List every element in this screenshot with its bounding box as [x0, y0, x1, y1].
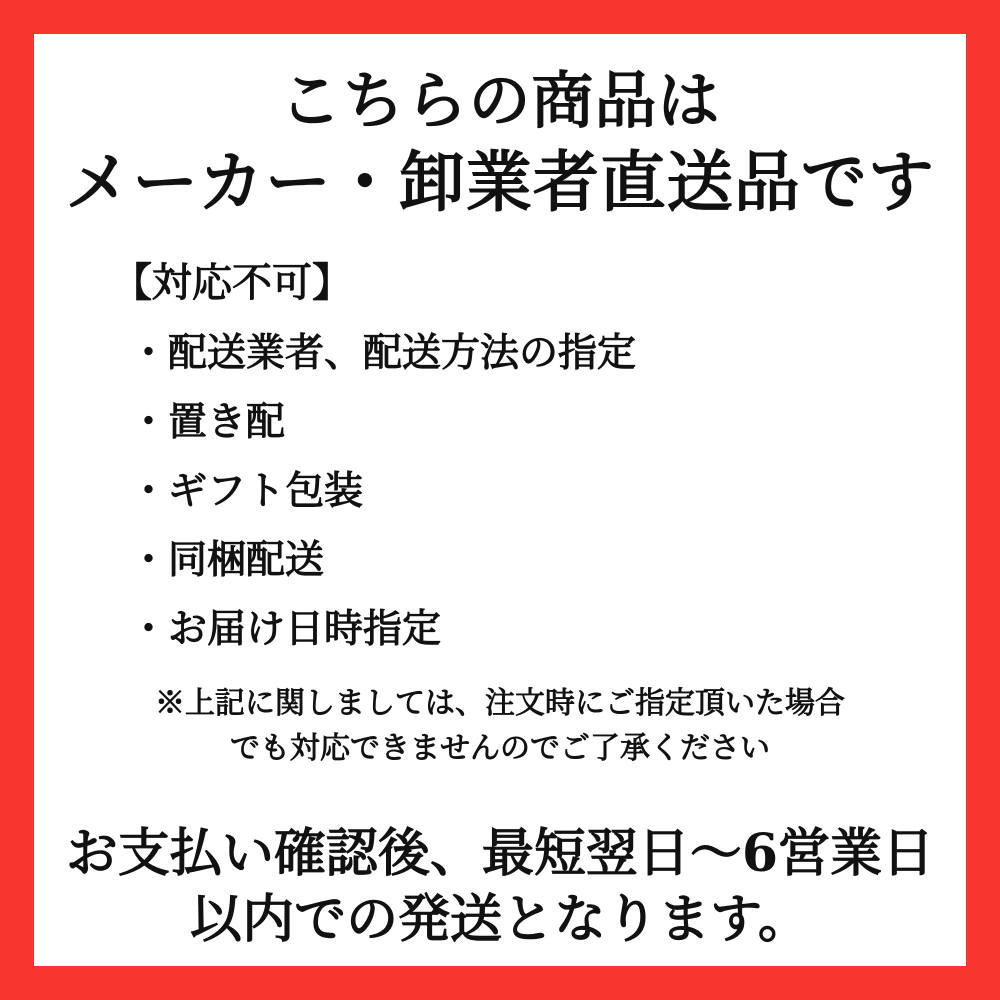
- title-line-1: こちらの商品は: [279, 64, 721, 137]
- restriction-list: [129, 330, 966, 652]
- list-item: [129, 399, 966, 445]
- list-item-label: 配送業者、配送方法の指定: [168, 330, 637, 376]
- title-line-2: メーカー・卸業者直送品です: [65, 143, 935, 221]
- shipping-line-1: お支払い確認後、最短翌日〜6営業日: [65, 823, 935, 884]
- list-item-label: ギフト包装: [168, 468, 364, 514]
- bullet-icon: ・: [129, 606, 169, 652]
- shipping-info: [34, 821, 966, 953]
- bullet-icon: ・: [129, 468, 169, 514]
- note-line-1: ※上記に関しましては、注文時にご指定頂いた場合: [155, 686, 845, 721]
- list-item-label: お届け日時指定: [168, 606, 442, 652]
- disclaimer-note: [34, 681, 966, 771]
- list-item: [129, 537, 966, 583]
- list-item: [129, 606, 966, 652]
- shipping-line-2: 以内での発送となります。: [190, 889, 810, 950]
- list-item: [129, 330, 966, 376]
- list-item: [129, 468, 966, 514]
- list-item-label: 同梱配送: [168, 537, 325, 583]
- page-title: [34, 64, 966, 226]
- bullet-icon: ・: [129, 399, 169, 445]
- bullet-icon: ・: [129, 537, 169, 583]
- bullet-icon: ・: [129, 330, 169, 376]
- list-item-label: 置き配: [168, 399, 286, 445]
- section-heading-not-supported: 【対応不可】: [112, 259, 352, 306]
- note-line-2: でも対応できませんのでご了承ください: [230, 731, 770, 766]
